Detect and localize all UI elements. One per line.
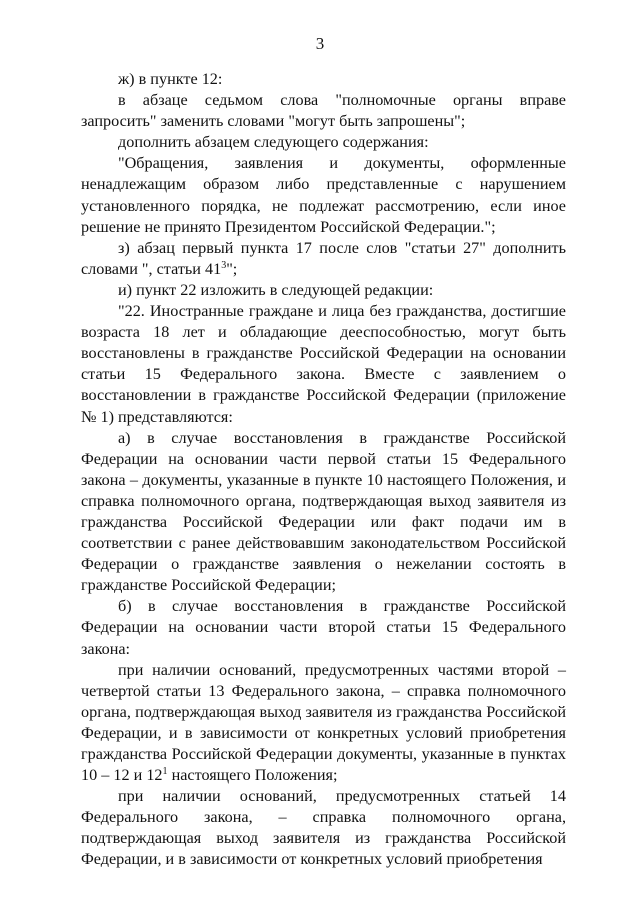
paragraph-zh-item: ж) в пункте 12: bbox=[118, 70, 223, 88]
paragraph-grounds-13-text: при наличии оснований, предусмотренных частями второй – четвертой статьи 13 Федерального закона, – справка полномочного органа, подтверждающая выход заявителя из гражданства Российской Федерации, и в зависимости от конкретных условий приобретения гражданства Российской Федерации документы, указанные в пунктах 10 – 12 и 12 bbox=[81, 660, 566, 785]
paragraph-amend-seventh-abzac: в абзаце седьмом слова "полномочные органы вправе запросить" заменить словами "могут быть запрошены"; bbox=[81, 91, 566, 131]
paragraph-a-subitem: а) в случае восстановления в гражданстве Российской Федерации на основании части первой статьи 15 Федерального закона – документы, указанные в пункте 10 настоящего Положения, и справка полномочного органа, подтверждающая выход заявителя из гражданства Российской Федерации или факт подачи им в соответствии с ранее действовавшим законодательством Российской Федерации о гражданстве заявления о нежелании состоять в гражданстве Российской Федерации; bbox=[81, 428, 566, 595]
paragraph-add-abzac: дополнить абзацем следующего содержания: bbox=[118, 133, 429, 152]
superscript-1: 1 bbox=[162, 766, 168, 778]
paragraph-item-22: "22. Иностранные граждане и лица без гражданства, достигшие возраста 18 лет и обладающие дееспособностью, могут быть восстановлены в гражданстве Российской Федерации на основании статьи 15 Федерального закона. Вместе с заявлением о восстановлении в гражданстве Российской Федерации (приложение № 1) представляются: bbox=[81, 302, 566, 426]
paragraph-z-item bbox=[81, 238, 566, 280]
superscript-3: 3 bbox=[221, 259, 227, 271]
paragraph-grounds-article-14: при наличии оснований, предусмотренных статьей 14 Федерального закона, – справка полномочного органа, подтверждающая выход заявителя из гражданства Российской Федерации, и в зависимости от конкретных условий приобретения bbox=[81, 787, 566, 869]
paragraph-i-item: и) пункт 22 изложить в следующей редакции: bbox=[118, 280, 434, 299]
paragraph-z-tail: "; bbox=[226, 259, 238, 278]
paragraph-b-subitem: б) в случае восстановления в гражданстве Российской Федерации на основании части второй статьи 15 Федерального закона: bbox=[81, 597, 566, 658]
document-body bbox=[81, 69, 566, 871]
paragraph-grounds-article-13 bbox=[81, 660, 566, 787]
paragraph-z-text: з) абзац первый пункта 17 после слов "статьи 27" дополнить словами ", статьи 41 bbox=[81, 238, 566, 278]
page-number: 3 bbox=[315, 34, 325, 53]
paragraph-grounds-13-tail: настоящего Положения; bbox=[167, 766, 338, 785]
paragraph-quote-appeals: "Обращения, заявления и документы, оформленные ненадлежащим образом либо представленные с нарушением установленного порядка, не подлежат рассмотрению, если иное решение не принято Президентом Российской Федерации."; bbox=[81, 154, 566, 236]
